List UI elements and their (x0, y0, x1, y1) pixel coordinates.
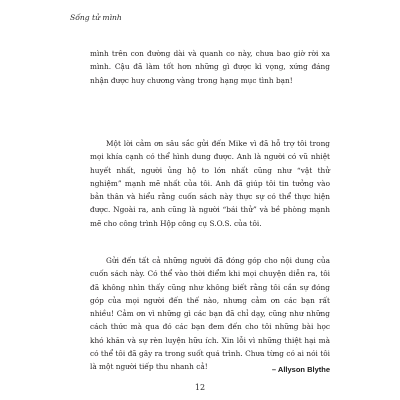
page-number: 12 (194, 383, 206, 392)
paragraph-thanks-mike: Một lời cảm ơn sâu sắc gửi đến Mike vì đã hỗ trợ tôi trong mọi khía cạnh có thể hình dung được. Anh là người có vũ nhiệt huyết nhất, người ủng hộ to lớn nhất cũng như “vật thử nghiệm” mạnh mẽ nhất của tôi. Anh đã giúp tôi tin tưởng vào bản thân và hiểu rằng cuốn sách này thực sự có thể thực hiện được. Ngoài ra, anh cũng là người “bái thử” và bề phòng mạnh mẽ cho công trình Hộp công cụ S.O.S. của tôi. (90, 139, 330, 228)
author-signature: – Allyson Blythe (271, 365, 330, 374)
paragraph-thanks-contributors: Gửi đến tất cả những người đã đóng góp cho nội dung của cuốn sách này. Có thể vào thời điểm khi mọi chuyện diễn ra, tôi đã không nhìn thấy cũng như không biết rằng tôi cần sự đóng góp của mọi người đến thế nào, nhưng cảm ơn các bạn rất nhiều! Cảm ơn vì những gì các bạn đã chỉ dạy, cũng như những cách thức mà qua đó các bạn đem đến cho tôi những bài học khó khăn và sự rèn luyện hữu ích. Xin lỗi vì những thiệt hại mà có thể tôi đã gây ra trong suốt quá trình. Chưa từng có ai nói tôi là một người tiếp thu nhanh cả! (90, 256, 330, 372)
paragraph-continuation: mình trên con đường dài và quanh co này, chưa bao giờ rời xa mình. Cậu đã làm tốt hơn những gì được kì vọng, xứng đáng nhận được huy chương vàng trong hạng mục tình bạn! (90, 49, 330, 85)
running-header: Sống tử mình (70, 13, 122, 22)
